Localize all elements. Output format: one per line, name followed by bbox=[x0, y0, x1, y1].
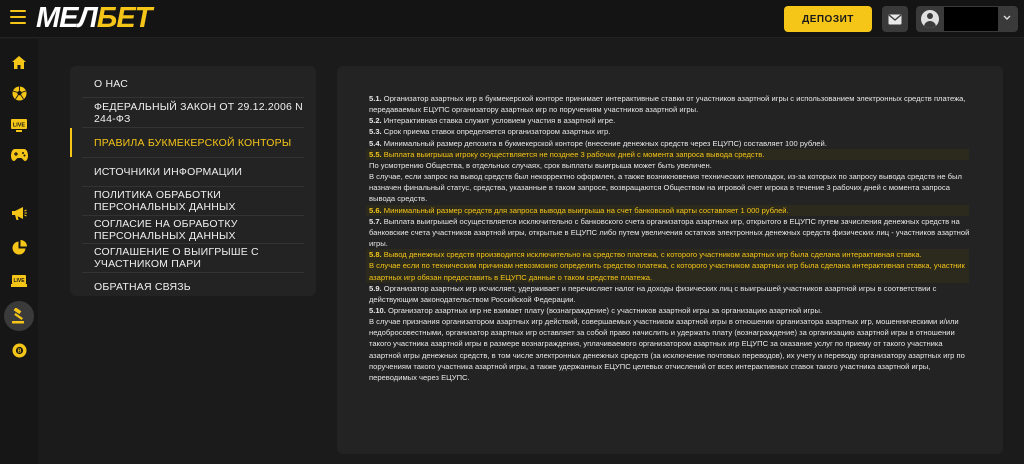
menu-item-feedback[interactable] bbox=[82, 273, 304, 301]
rule-paragraph-highlighted bbox=[366, 249, 969, 260]
live-casino-icon[interactable] bbox=[9, 272, 29, 290]
user-icon bbox=[921, 10, 939, 28]
rule-paragraph bbox=[369, 305, 971, 316]
logo[interactable] bbox=[36, 3, 151, 33]
menu-item-info-sources[interactable] bbox=[82, 158, 304, 187]
rule-text: Минимальный размер средств для запроса вывода выигрыша на счет банковской карты составляет 1 000 рублей. bbox=[381, 205, 789, 215]
username-redacted bbox=[944, 7, 998, 31]
rules-nav-menu bbox=[70, 66, 316, 296]
rule-paragraph bbox=[369, 216, 971, 249]
account-button[interactable] bbox=[916, 6, 1018, 32]
rule-number: 5.8. bbox=[369, 250, 382, 260]
mail-button[interactable] bbox=[882, 6, 908, 32]
pie-chart-icon[interactable] bbox=[9, 238, 29, 256]
rule-text: Вывод денежных средств производится исключительно на средство платежа, с которого участником азартных игр была сделана интерактивная ставка. bbox=[381, 250, 922, 260]
rule-text: Организатор азартных игр не взимает плату (вознаграждение) с участников азартной игры за организацию азартной игры. bbox=[385, 305, 823, 315]
rule-number: 5.3. bbox=[369, 127, 382, 137]
rule-text: Выплата выигрыша игроку осуществляется не позднее 3 рабочих дней с момента запроса вывода средств. bbox=[381, 149, 765, 159]
soccer-ball-icon[interactable] bbox=[9, 84, 29, 102]
rule-paragraph-highlighted bbox=[366, 149, 969, 160]
rule-paragraph bbox=[369, 283, 971, 305]
rule-paragraph-highlighted bbox=[366, 260, 969, 282]
gavel-icon[interactable] bbox=[4, 301, 34, 331]
rule-number: 5.10. bbox=[369, 305, 386, 315]
menu-item-winnings-agreement[interactable] bbox=[82, 244, 304, 273]
sidebar-rail bbox=[0, 39, 38, 464]
mail-icon bbox=[888, 14, 902, 25]
rule-paragraph bbox=[369, 115, 971, 126]
rule-text: Минимальный размер депозита в букмекерской конторе (внесение денежных средств через ЕЦУПС) составляет 100 рублей. bbox=[381, 138, 827, 148]
rules-content bbox=[337, 66, 1003, 454]
menu-item-label: СОГЛАСИЕ НА ОБРАБОТКУ ПЕРСОНАЛЬНЫХ ДАННЫХ bbox=[94, 217, 238, 242]
menu-item-label: ПРАВИЛА БУКМЕКЕРСКОЙ КОНТОРЫ bbox=[94, 136, 292, 149]
rule-text: Выплата выигрышей осуществляется исключительно с банковского счета организатора азартных игр, открытого в ЕЦУПС путем зачисления денежных средств на банковские счета участников азартной игры, открытые в ЕЦУПС либо путем увеличения остатков электронных денежных средств физических лиц - участников азартной игры. bbox=[369, 216, 970, 249]
svg-text:LIVE: LIVE bbox=[13, 277, 25, 284]
rule-number: 5.7. bbox=[369, 216, 382, 226]
menu-item-about[interactable] bbox=[82, 70, 304, 98]
rule-text: Интерактивная ставка служит условием участия в азартной игре. bbox=[381, 116, 616, 126]
menu-item-privacy-policy[interactable] bbox=[82, 187, 304, 216]
logo-accent-text: БЕТ bbox=[96, 2, 152, 34]
logo-main-text: МЕЛ bbox=[36, 2, 97, 34]
rule-paragraph bbox=[369, 126, 971, 137]
rule-text: В случае если по техническим причинам невозможно определить средство платежа, с которого участником азартных игр была сделана интерактивная ставка, участник азартных игр обязан предоставить в ЕЦУПС данные о таком средстве платежа. bbox=[369, 261, 965, 282]
rule-text: В случае, если запрос на вывод средств был некорректно оформлен, а также возникновения технических неполадок, из-за которых по запросу вывода средств не был назначен финальный статус, средства, указанные в таком запросе, возвращаются Обществом на игровой счет игрока в течение 3 рабочих дней с момента запроса вывода средств. bbox=[369, 172, 962, 204]
rule-paragraph bbox=[369, 171, 971, 204]
menu-item-label: ПОЛИТИКА ОБРАБОТКИ ПЕРСОНАЛЬНЫХ ДАННЫХ bbox=[94, 189, 236, 213]
chevron-down-icon bbox=[1002, 11, 1014, 25]
rule-text: Организатор азартных игр в букмекерской конторе принимает интерактивные ставки от участников азартной игры с использованием электронных средств платежа, передаваемых ЕЦУПС организатору азартных игр по поручениям участников азартной игры. bbox=[369, 94, 966, 115]
menu-item-label: СОГЛАШЕНИЕ О ВЫИГРЫШЕ С УЧАСТНИКОМ ПАРИ bbox=[94, 246, 259, 270]
rule-number: 5.2. bbox=[369, 116, 382, 126]
menu-item-label: ОБРАТНАЯ СВЯЗЬ bbox=[94, 281, 191, 293]
rule-paragraph bbox=[369, 93, 971, 115]
rule-paragraph bbox=[369, 160, 971, 171]
menu-item-label: О НАС bbox=[94, 77, 129, 90]
home-icon[interactable] bbox=[9, 53, 29, 71]
rule-number: 5.4. bbox=[369, 138, 382, 148]
menu-item-bookmaker-rules[interactable] bbox=[82, 128, 304, 158]
live-icon[interactable] bbox=[9, 116, 29, 134]
rule-number: 5.5. bbox=[369, 149, 382, 159]
lottery-icon[interactable] bbox=[9, 341, 29, 359]
rule-number: 5.6. bbox=[369, 205, 382, 215]
rule-text: По усмотрению Общества, в отдельных случаях, срок выплаты выигрыша может быть увеличен. bbox=[369, 160, 712, 170]
megaphone-icon[interactable] bbox=[9, 204, 29, 222]
rule-number: 5.1. bbox=[369, 94, 382, 103]
menu-item-federal-law[interactable] bbox=[82, 98, 304, 128]
rule-text: Срок приема ставок определяется организатором азартных игр. bbox=[381, 127, 611, 137]
menu-item-label: ИСТОЧНИКИ ИНФОРМАЦИИ bbox=[94, 166, 243, 178]
rule-paragraph-highlighted bbox=[366, 205, 969, 216]
menu-item-label: ФЕДЕРАЛЬНЫЙ ЗАКОН ОТ 29.12.2006 N 244-ФЗ bbox=[94, 100, 303, 125]
menu-item-data-consent[interactable] bbox=[82, 216, 304, 244]
rule-text: Организатор азартных игр исчисляет, удерживает и перечисляет налог на доходы физических лиц с выигрышей участников азартной игры в соответствии с действующим законодательством Российской Федерации. bbox=[369, 283, 937, 304]
gamepad-icon[interactable] bbox=[9, 146, 29, 164]
deposit-button[interactable]: ДЕПОЗИТ bbox=[784, 6, 872, 32]
rule-paragraph bbox=[369, 138, 971, 149]
rule-text: В случае признания организатором азартных игр действий, совершаемых участником азартной игры в отношении организатора азартных игр, мошенническими и/или недобросовестными, организатор азартных игр оставляет за собой право начислить и удержать плату (вознаграждение) за организацию азартной игры в отношении такого участника азартной игры в размере вознаграждения, уплачиваемого организатором азартных игр ЕЦУПС за оказание услуг по приему от такого участника азартной игры денежных средств, в том числе электронных денежных средств (за исключение почтовых переводов), их учету и переводу организатору азартных игр по поручениям такого участника азартной игры, а также удержанных ЕЦУПС целевых отчислений от всех интерактивных ставок такого участника азартной игры, переводимых через ЕЦУПС. bbox=[369, 317, 965, 382]
svg-text:B: B bbox=[17, 348, 21, 355]
rule-paragraph bbox=[369, 316, 971, 383]
svg-text:LIVE: LIVE bbox=[12, 122, 26, 128]
rule-number: 5.9. bbox=[369, 283, 382, 293]
menu-icon[interactable] bbox=[10, 10, 26, 26]
top-header bbox=[0, 0, 1024, 38]
